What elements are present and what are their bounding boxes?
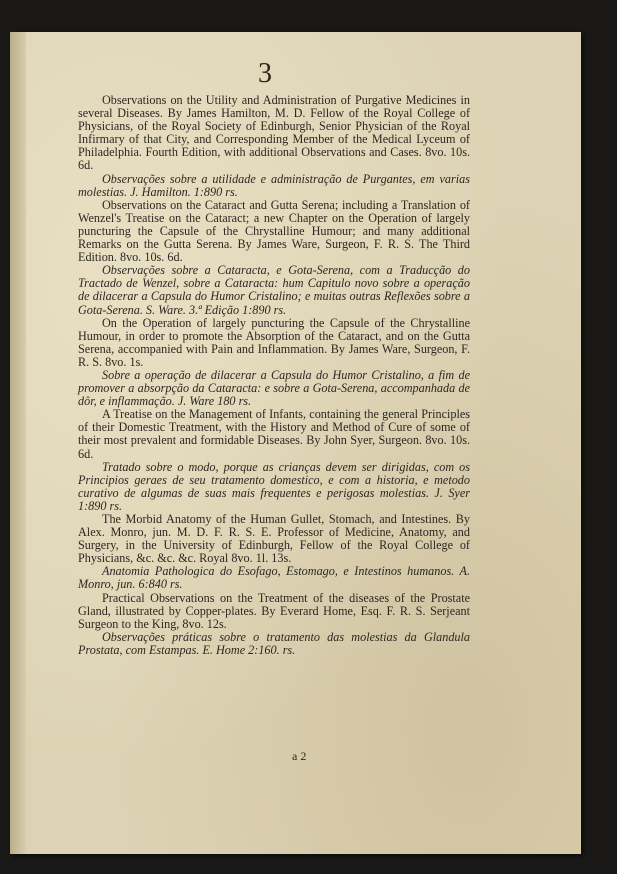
entry-english: Observations on the Utility and Administration of Purgative Medicines in several Diseases. By James Hamilton, M. D. Fellow of the Royal College of Physicians, of the Royal Society of Edinburgh, Senior Physician of the Royal Infirmary of that City, and Corresponding Member of the Medical Lyceum of Philadelphia. Fourth Edition, with additional Observations and Cases. 8vo. 10s. 6d. (78, 93, 470, 173)
entry-english: A Treatise on the Management of Infants, containing the general Principles of their Domestic Treatment, with the History and Method of Cure of some of their most prevalent and formidable Diseases. By John Syer, Surgeon. 8vo. 10s. 6d. (78, 407, 470, 461)
page-number: 3 (258, 58, 272, 89)
catalogue-text (78, 94, 470, 657)
entry-portuguese: Anatomia Pathologica do Esofago, Estomago, e Intestinos humanos. A. Monro, jun. 6:840 rs. (78, 564, 470, 592)
entry-english: Observations on the Cataract and Gutta Serena; including a Translation of Wenzel's Treatise on the Cataract; a new Chapter on the Operation of largely puncturing the Capsule of the Chrystalline Humour; and many additional Remarks on the Gutta Serena. By James Ware, Surgeon, F. R. S. The Third Edition. 8vo. 10s. 6d. (78, 197, 470, 265)
entry-portuguese: Tratado sobre o modo, porque as crianças devem ser dirigidas, com os Principios geraes de seu tratamento domestico, e com a historia, e metodo curativo de algumas de suas mais frequentes e perigosas molestias. J. Syer 1:890 rs. (78, 459, 470, 513)
entry-english: Practical Observations on the Treatment of the diseases of the Prostate Gland, illustrated by Copper-plates. By Everard Home, Esq. F. R. S. Serjeant Surgeon to the King, 8vo. 12s. (78, 590, 470, 631)
entry-portuguese: Observações sobre a utilidade e administração de Purgantes, em varias molestias. J. Hamilton. 1:890 rs. (78, 171, 470, 199)
page-gutter (10, 32, 26, 854)
entry-english: The Morbid Anatomy of the Human Gullet, Stomach, and Intestines. By Alex. Monro, jun. M. D. F. R. S. E. Professor of Medicine, Anatomy, and Surgery, in the University of Edinburgh, Fellow of the Royal College of Physicians, &c. &c. &c. Royal 8vo. 1l. 13s. (78, 512, 470, 566)
entry-portuguese: Sobre a operação de dilacerar a Capsula do Humor Cristalino, a fim de promover a absorpção da Cataracta: e sobre a Gota-Serena, accompanhada de dôr, e inflammação. J. Ware 180 rs. (78, 367, 470, 409)
entry-portuguese: Observações sobre a Cataracta, e Gota-Serena, com a Traducção do Tractado de Wenzel, sobre a Cataracta: hum Capitulo novo sobre a operação de dilacerar a Capsula do Humor Cristalino; e muitas outras Reflexões sobre a Gota-Serena. S. Ware. 3.ª Edição 1:890 rs. (78, 263, 470, 317)
entry-english: On the Operation of largely puncturing the Capsule of the Chrystalline Humour, in order to promote the Absorption of the Cataract, and on the Gutta Serena, accompanied with Pain and Inflammation. By James Ware, Surgeon, F. R. S. 8vo. 1s. (78, 315, 470, 369)
signature-mark: a 2 (292, 749, 307, 763)
entry-portuguese: Observações práticas sobre o tratamento das molestias da Glandula Prostata, com Estampas. E. Home 2:160. rs. (78, 629, 470, 657)
